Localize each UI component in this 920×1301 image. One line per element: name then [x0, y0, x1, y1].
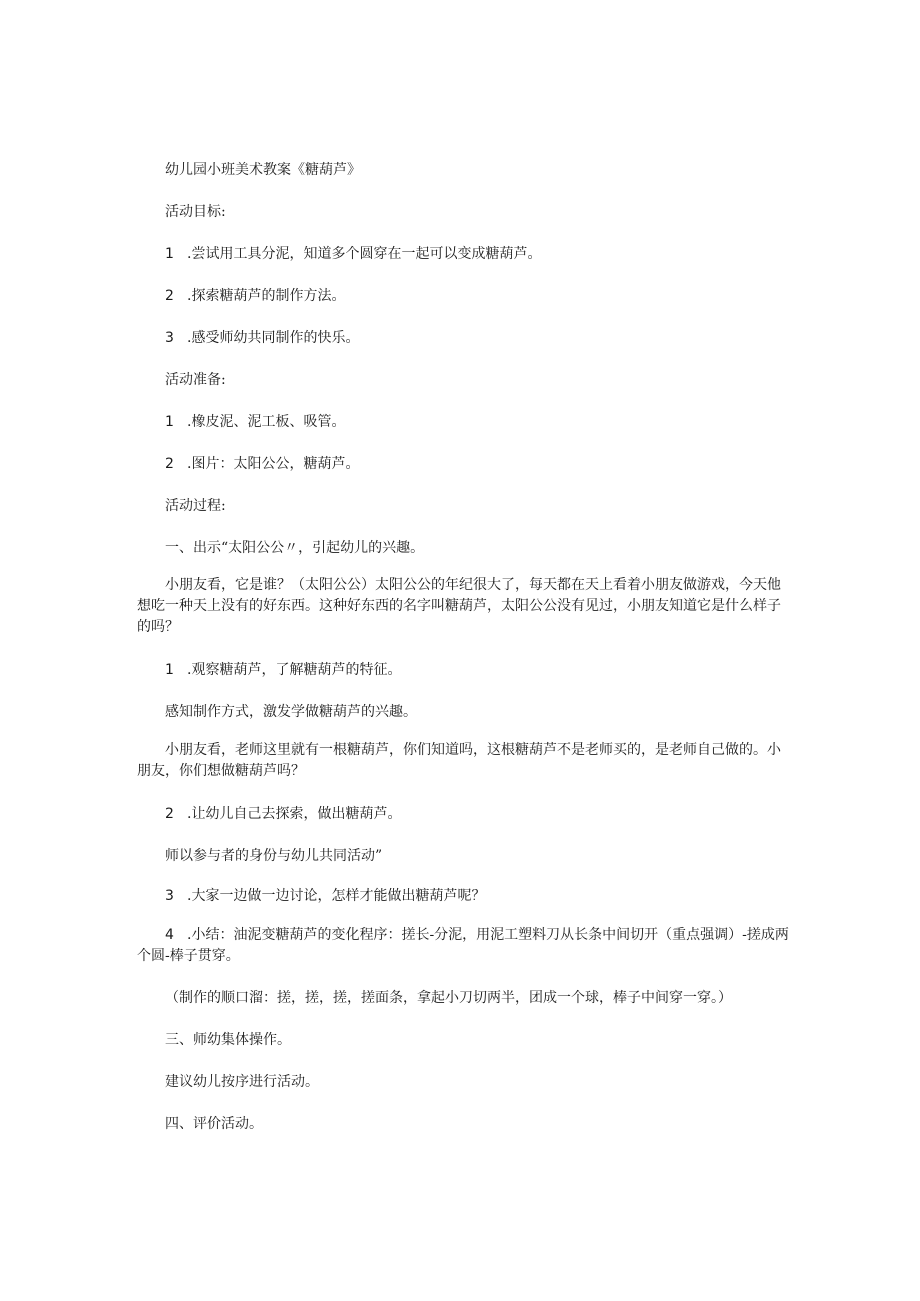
- process-item-4: [137, 925, 789, 967]
- paragraph-teacher-candy: 小朋友看，老师这里就有一根糖葫芦，你们知道吗，这根糖葫芦不是老师买的，是老师自己做的。小朋友，你们想做糖葫芦吗？: [137, 742, 781, 779]
- sense-line: 感知制作方式，激发学做糖葫芦的兴趣。: [165, 704, 417, 720]
- process-number: 1: [165, 662, 174, 678]
- paragraph-sun-story: 小朋友看，它是谁？（太阳公公）太阳公公的年纪很大了，每天都在天上看着小朋友做游戏，今天他想吃一种天上没有的好东西。这种好东西的名字叫糖葫芦，太阳公公没有见过，小朋友知道它是什么样子的吗？: [137, 577, 781, 635]
- process-heading: 活动过程:: [165, 498, 226, 514]
- process-text: .观察糖葫芦，了解糖葫芦的特征。: [187, 662, 402, 678]
- process-number: 3: [165, 888, 174, 904]
- goal-text: .尝试用工具分泥，知道多个圆穿在一起可以变成糖葫芦。: [187, 246, 542, 262]
- prep-item-2: [165, 454, 359, 474]
- goal-item-1: [165, 244, 541, 264]
- process-item-1: [165, 660, 401, 680]
- prep-number: 1: [165, 414, 174, 430]
- process-item-2: [165, 804, 401, 824]
- goal-number: 1: [165, 246, 174, 262]
- process-number: 4: [165, 927, 174, 943]
- process-item-3: [165, 886, 485, 906]
- process-text: .大家一边做一边讨论，怎样才能做出糖葫芦呢？: [187, 888, 486, 904]
- step-1-heading: 一、出示“太阳公公〃，引起幼儿的兴趣。: [165, 540, 425, 556]
- prep-number: 2: [165, 456, 174, 472]
- prep-text: .图片：太阳公公，糖葫芦。: [187, 456, 360, 472]
- goals-heading: 活动目标:: [165, 204, 226, 220]
- goal-text: .感受师幼共同制作的快乐。: [187, 330, 360, 346]
- prep-text: .橡皮泥、泥工板、吸管。: [187, 414, 346, 430]
- goal-item-2: [165, 286, 345, 306]
- prep-item-1: [165, 412, 345, 432]
- goal-number: 2: [165, 288, 174, 304]
- document-title: 幼儿园小班美术教案《糖葫芦》: [165, 162, 361, 178]
- process-text: .小结：油泥变糖葫芦的变化程序：搓长-分泥，用泥工塑料刀从长条中间切开（重点强调）-搓成两个圆-棒子贯穿。: [137, 927, 789, 964]
- goal-item-3: [165, 328, 359, 348]
- step-3-heading: 三、师幼集体操作。: [165, 1032, 291, 1048]
- step-4-heading: 四、评价活动。: [165, 1116, 263, 1132]
- goal-text: .探索糖葫芦的制作方法。: [187, 288, 346, 304]
- process-number: 2: [165, 806, 174, 822]
- process-text: .让幼儿自己去探索，做出糖葫芦。: [187, 806, 402, 822]
- suggestion-line: 建议幼儿按序进行活动。: [165, 1074, 319, 1090]
- prep-heading: 活动准备:: [165, 372, 226, 388]
- teacher-role-line: 师以参与者的身份与幼儿共同活动”: [165, 848, 383, 864]
- goal-number: 3: [165, 330, 174, 346]
- rhyme-line: （制作的顺口溜：搓，搓，搓，搓面条，拿起小刀切两半，团成一个球，棒子中间穿一穿。）: [165, 990, 732, 1006]
